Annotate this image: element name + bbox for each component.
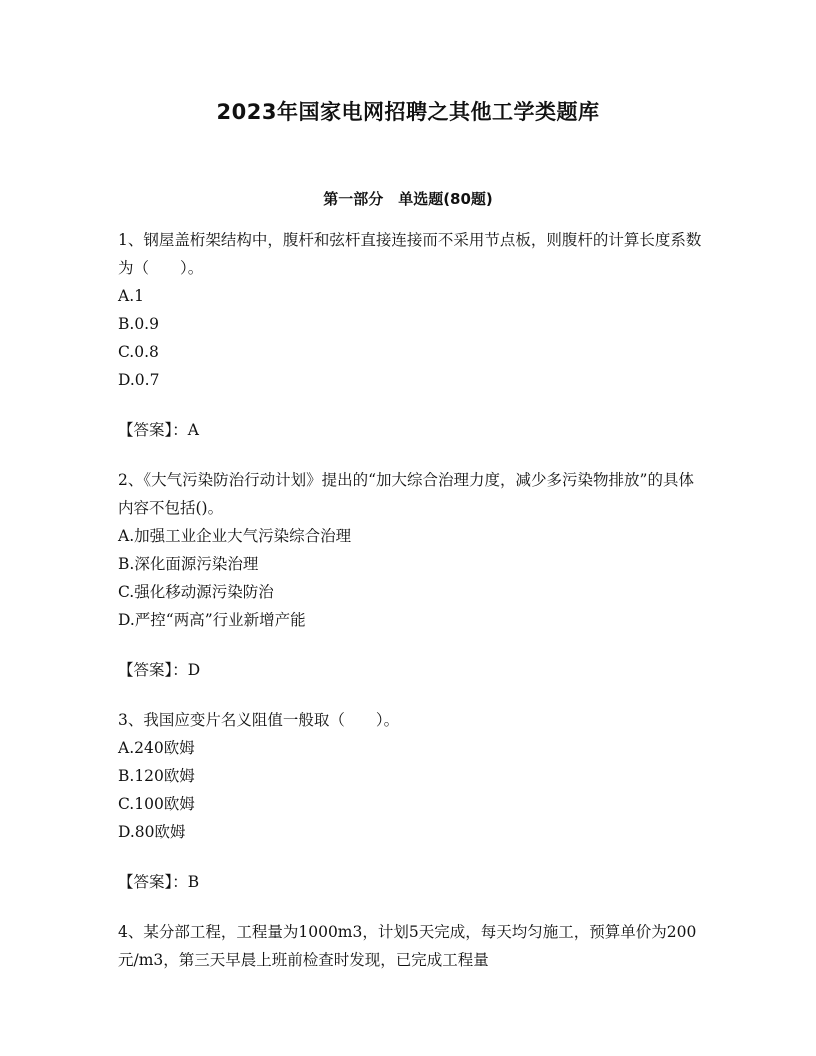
option-c: C.100欧姆 [118,795,195,813]
spacer [118,444,702,466]
option-b: B.120欧姆 [118,767,195,785]
question-stem: 2、《大气污染防治行动计划》提出的“加大综合治理力度，减少多污染物排放”的具体内容不包括()。 [118,471,694,517]
option-a: A.240欧姆 [118,739,195,757]
question-3 [118,706,702,896]
answer-label: 【答案】：D [118,661,201,679]
answer-label: 【答案】：B [118,873,200,891]
option-d: D.80欧姆 [118,823,186,841]
option-d: D.严控“两高”行业新增产能 [118,611,306,629]
option-c: C.0.8 [118,343,159,361]
option-a: A.加强工业企业大气污染综合治理 [118,527,352,545]
question-stem: 3、我国应变片名义阻值一般取（ ）。 [118,711,400,729]
section-title: 第一部分 单选题(80题) [323,190,493,208]
question-stem: 1、钢屋盖桁架结构中，腹杆和弦杆直接连接而不采用节点板，则腹杆的计算长度系数为（ ）。 [118,231,702,277]
answer-label: 【答案】：A [118,421,199,439]
option-c: C.强化移动源污染防治 [118,583,274,601]
question-1 [118,226,702,444]
option-b: B.0.9 [118,315,159,333]
option-b: B.深化面源污染治理 [118,555,259,573]
option-d: D.0.7 [118,371,160,389]
question-stem: 4、某分部工程，工程量为1000m3，计划5天完成，每天均匀施工，预算单价为200元/m3，第三天早晨上班前检查时发现，已完成工程量 [118,923,697,969]
question-4 [118,918,702,974]
document-title: 2023年国家电网招聘之其他工学类题库 [216,100,600,124]
spacer [118,684,702,706]
question-2 [118,466,702,684]
option-a: A.1 [118,287,144,305]
question-list [118,226,702,974]
spacer [118,896,702,918]
